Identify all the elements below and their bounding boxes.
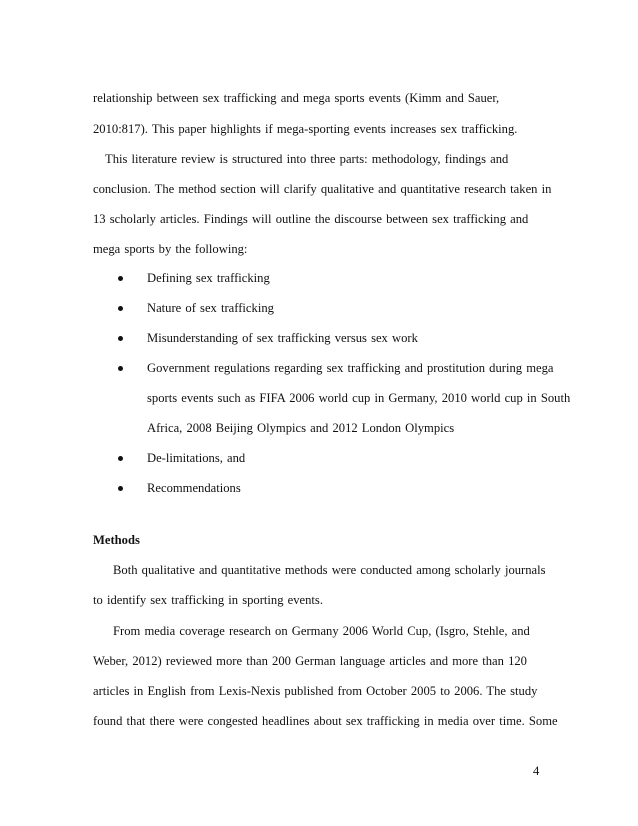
methods-p2-line-3: articles in English from Lexis-Nexis published from October 2005 to 2006. The study <box>93 684 538 698</box>
bullet-text: Africa, 2008 Beijing Olympics and 2012 London Olympics <box>147 421 455 435</box>
methods-p2-line-4: found that there were congested headlines about sex trafficking in media over time. Some <box>93 714 558 728</box>
bullet-text: Nature of sex trafficking <box>147 301 274 315</box>
structure-line-2: conclusion. The method section will clarify qualitative and quantitative research taken in <box>93 182 552 196</box>
bullet-dot-icon <box>118 486 123 491</box>
methods-heading: Methods <box>93 533 140 547</box>
bullet-dot-icon <box>118 456 123 461</box>
methods-p2-line-1: From media coverage research on Germany 2006 World Cup, (Isgro, Stehle, and <box>113 624 530 638</box>
structure-line-3: 13 scholarly articles. Findings will outline the discourse between sex trafficking and <box>93 212 529 226</box>
bullet-dot-icon <box>118 336 123 341</box>
intro-line-1: relationship between sex trafficking and mega sports events (Kimm and Sauer, <box>93 91 500 105</box>
bullet-text: Defining sex trafficking <box>147 271 270 285</box>
structure-line-1: This literature review is structured into three parts: methodology, findings and <box>105 152 509 166</box>
page-number: 4 <box>533 764 540 778</box>
bullet-dot-icon <box>118 276 123 281</box>
methods-p1-line-1: Both qualitative and quantitative methods were conducted among scholarly journals <box>113 563 546 577</box>
intro-line-2: 2010:817). This paper highlights if mega-sporting events increases sex trafficking. <box>93 122 518 136</box>
bullet-text: sports events such as FIFA 2006 world cup in Germany, 2010 world cup in South <box>147 391 571 405</box>
methods-p2-line-2: Weber, 2012) reviewed more than 200 German language articles and more than 120 <box>93 654 527 668</box>
bullet-dot-icon <box>118 306 123 311</box>
structure-line-4: mega sports by the following: <box>93 242 248 256</box>
bullet-text: Misunderstanding of sex trafficking versus sex work <box>147 331 418 345</box>
bullet-text: De-limitations, and <box>147 451 246 465</box>
bullet-dot-icon <box>118 366 123 371</box>
bullet-text: Recommendations <box>147 481 241 495</box>
methods-p1-line-2: to identify sex trafficking in sporting events. <box>93 593 323 607</box>
bullet-text: Government regulations regarding sex trafficking and prostitution during mega <box>147 361 554 375</box>
